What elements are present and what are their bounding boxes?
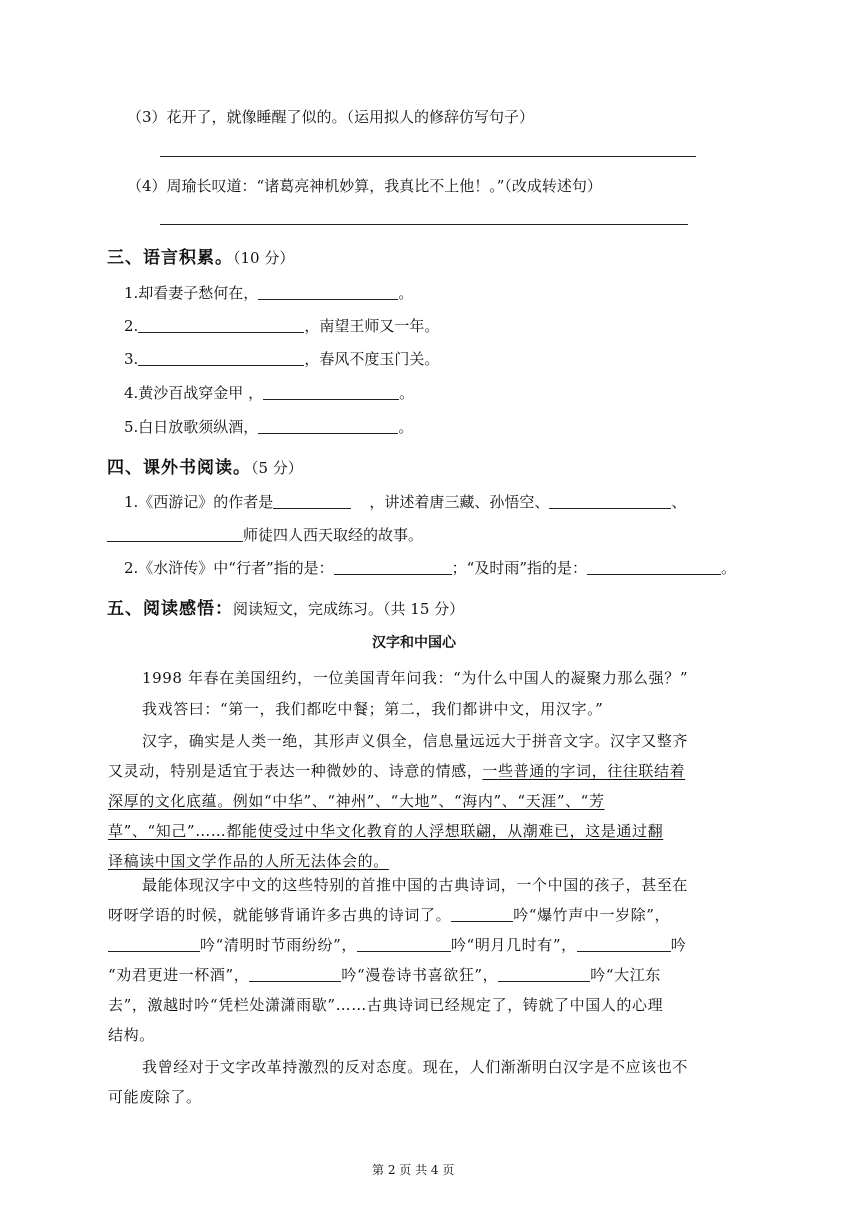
question-4: （4）周瑜长叹道：“诸葛亮神机妙算，我真比不上他！。”（改成转述句）	[127, 177, 602, 195]
passage-p3-line4: 草”、“知己”……都能使受过中华文化教育的人浮想联翩，从潮难已，这是通过翻	[108, 822, 664, 840]
blank[interactable]	[249, 967, 341, 982]
answer-line-4[interactable]	[160, 224, 688, 225]
fill-item-2: 2. ，南望王师又一年。	[124, 317, 440, 335]
blank[interactable]	[138, 351, 304, 366]
reading-q1-line1: 1.《西游记》的作者是 ，讲述着唐三藏、孙悟空、 、	[124, 493, 687, 511]
passage-p5-line2: 可能废除了。	[108, 1088, 202, 1106]
passage-p1: 1998 年春在美国纽约，一位美国青年问我：“为什么中国人的凝聚力那么强？”	[142, 669, 689, 687]
section-4-heading: 四、课外书阅读。（5 分）	[107, 458, 303, 478]
underlined-sentence: 一些普通的字词，往往联结着	[482, 762, 686, 780]
blank[interactable]	[357, 937, 451, 952]
blank[interactable]	[258, 419, 398, 434]
passage-p4-line2: 呀呀学语的时候，就能够背诵许多古典的诗词了。 吟“爆竹声中一岁除”，	[108, 906, 671, 924]
reading-q2: 2.《水浒传》中“行者”指的是： ；“及时雨”指的是： 。	[124, 559, 737, 577]
blank[interactable]	[549, 494, 671, 509]
blank[interactable]	[273, 494, 351, 509]
fill-item-5: 5.白日放歌须纵酒， 。	[124, 418, 414, 436]
passage-p4-line3: 吟“清明时节雨纷纷”， 吟“明月几时有”， 吟	[108, 934, 686, 955]
question-3: （3）花开了，就像睡醒了似的。（运用拟人的修辞仿写句子）	[127, 108, 535, 126]
passage-title: 汉字和中国心	[372, 635, 456, 651]
blank[interactable]	[107, 527, 243, 542]
blank[interactable]	[498, 967, 590, 982]
section-3-heading: 三、语言积累。（10 分）	[107, 248, 295, 268]
blank[interactable]	[587, 560, 721, 575]
passage-p4-line5: 去”，激越时吟“凭栏处潇潇雨歇”……古典诗词已经规定了，铸就了中国人的心理	[108, 996, 664, 1014]
blank[interactable]	[258, 285, 398, 300]
passage-p3-line1: 汉字，确实是人类一绝，其形声义俱全，信息量远远大于拼音文字。汉字又整齐	[142, 732, 689, 750]
fill-item-3: 3. ，春风不度玉门关。	[124, 350, 440, 368]
page-number: 第 2 页 共 4 页	[372, 1163, 455, 1177]
blank[interactable]	[451, 907, 513, 922]
answer-line-3[interactable]	[160, 156, 696, 157]
passage-p3-line2: 又灵动，特别是适宜于表达一种微妙的、诗意的情感，一些普通的字词，往往联结着	[108, 762, 686, 780]
passage-p2: 我戏答曰：“第一，我们都吃中餐；第二，我们都讲中文，用汉字。”	[142, 700, 604, 718]
section-5-heading: 五、阅读感悟：阅读短文，完成练习。（共 15 分）	[107, 599, 465, 619]
blank[interactable]	[334, 560, 452, 575]
passage-p3-line3: 深厚的文化底蕴。例如“中华”、“神州”、“大地”、“海内”、“天涯”、“芳	[108, 792, 605, 810]
passage-p4-line1: 最能体现汉字中文的这些特别的首推中国的古典诗词，一个中国的孩子，甚至在	[142, 876, 689, 894]
passage-p5-line1: 我曾经对于文字改革持激烈的反对态度。现在，人们渐渐明白汉字是不应该也不	[142, 1058, 689, 1076]
passage-p4-line6: 结构。	[108, 1026, 155, 1044]
fill-item-1: 1.却看妻子愁何在， 。	[124, 284, 414, 302]
passage-p3-line5: 译稿读中国文学作品的人所无法体会的。	[108, 852, 389, 870]
reading-q1-line2: 师徒四人西天取经的故事。	[107, 524, 423, 545]
passage-p4-line4: “劝君更进一杯酒”， 吟“漫卷诗书喜欲狂”， 吟“大江东	[108, 966, 661, 984]
blank[interactable]	[138, 318, 304, 333]
blank[interactable]	[263, 385, 399, 400]
blank[interactable]	[577, 937, 671, 952]
fill-item-4: 4.黄沙百战穿金甲 ， 。	[124, 384, 415, 402]
blank[interactable]	[108, 937, 200, 952]
